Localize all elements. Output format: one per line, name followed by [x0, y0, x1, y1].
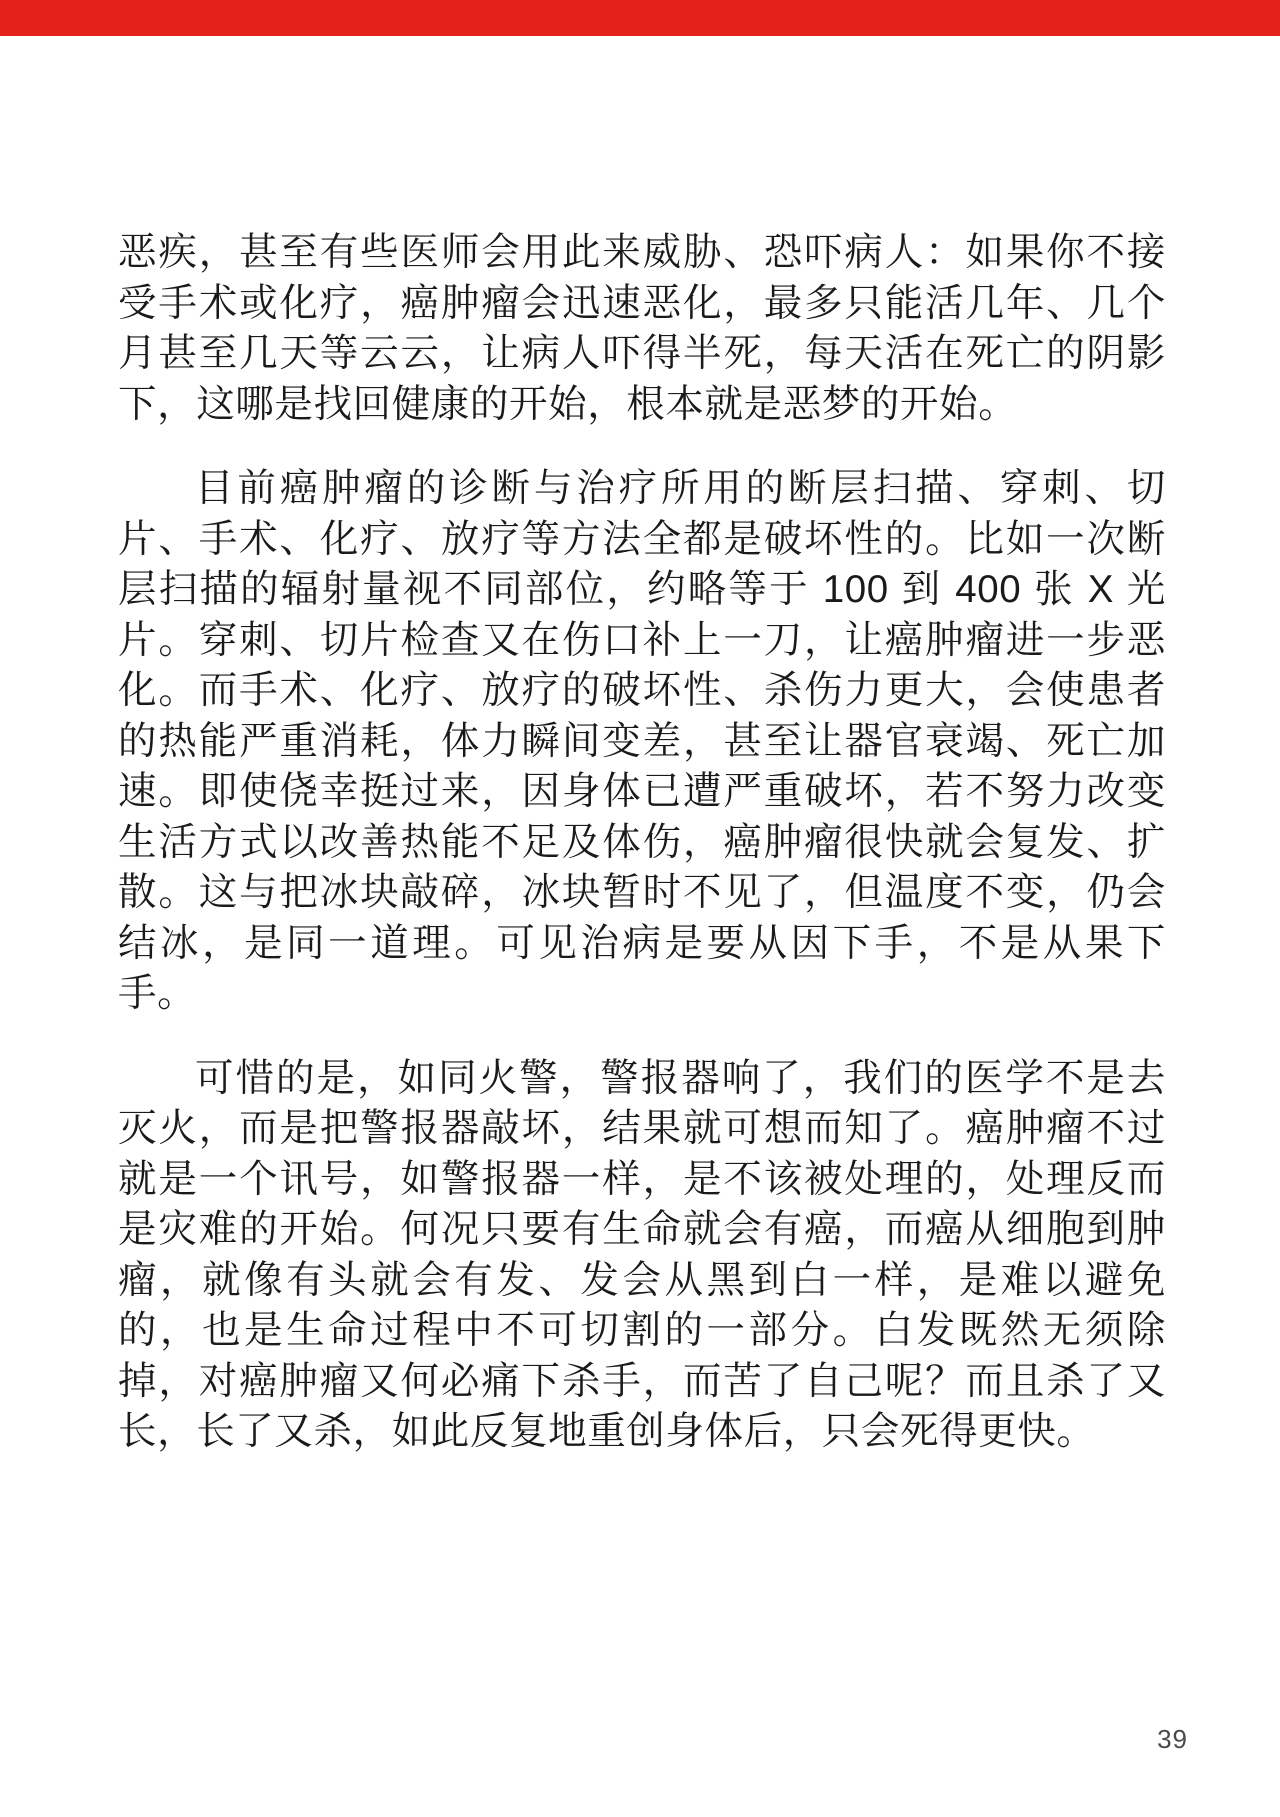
- body-paragraph-1: 恶疾，甚至有些医师会用此来威胁、恐吓病人：如果你不接受手术或化疗，癌肿瘤会迅速恶化，最多只能活几年、几个月甚至几天等云云，让病人吓得半死，每天活在死亡的阴影下，这哪是找回健康的开始，根本就是恶梦的开始。: [118, 231, 1166, 426]
- page-number: 39: [1157, 1724, 1188, 1754]
- page-content: [118, 228, 1166, 1458]
- body-paragraph-3: 可惜的是，如同火警，警报器响了，我们的医学不是去灭火，而是把警报器敲坏，结果就可想而知了。癌肿瘤不过就是一个讯号，如警报器一样，是不该被处理的，处理反而是灾难的开始。何况只要有生命就会有癌，而癌从细胞到肿瘤，就像有头就会有发、发会从黑到白一样，是难以避免的，也是生命过程中不可切割的一部分。白发既然无须除掉，对癌肿瘤又何必痛下杀手，而苦了自己呢？而且杀了又长，长了又杀，如此反复地重创身体后，只会死得更快。: [118, 1056, 1166, 1453]
- body-paragraph-2: 目前癌肿瘤的诊断与治疗所用的断层扫描、穿刺、切片、手术、化疗、放疗等方法全都是破坏性的。比如一次断层扫描的辐射量视不同部位，约略等于 100 到 400 张 X 光片。穿刺、切片检查又在伤口补上一刀，让癌肿瘤进一步恶化。而手术、化疗、放疗的破坏性、杀伤力更大，会使患者的热能严重消耗，体力瞬间变差，甚至让器官衰竭、死亡加速。即使侥幸挺过来，因身体已遭严重破坏，若不努力改变生活方式以改善热能不足及体伤，癌肿瘤很快就会复发、扩散。这与把冰块敲碎，冰块暂时不见了，但温度不变，仍会结冰，是同一道理。可见治病是要从因下手，不是从果下手。: [118, 467, 1166, 1015]
- red-header-bar: [0, 0, 1280, 36]
